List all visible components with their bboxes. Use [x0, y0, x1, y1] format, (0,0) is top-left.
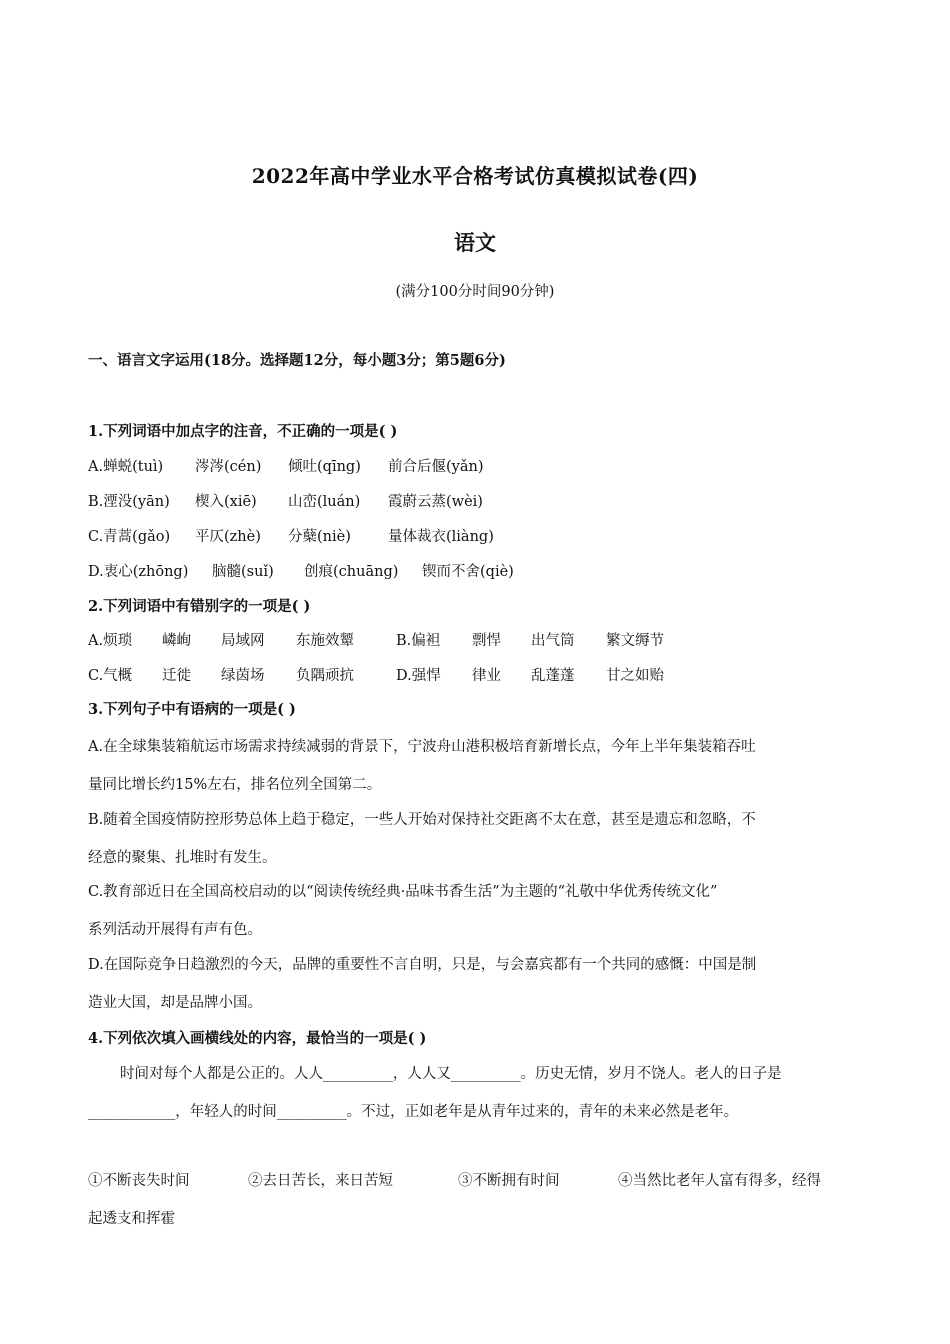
q3-option-b-line-1: B.随着全国疫情防控形势总体上趋于稳定，一些人开始对保持社交距离不太在意，甚至是遗忘和忽略，不 — [88, 812, 756, 828]
q2-row1-word-4: 东施效颦 — [296, 633, 354, 649]
q1-option-a-item-3: 倾吐(qīng) — [288, 459, 361, 475]
question-4-stem: 4.下列依次填入画横线处的内容，最恰当的一项是( ) — [88, 1030, 427, 1047]
q4-passage-line-1: 时间对每个人都是公正的。人人________，人人又________。历史无情，岁月不饶人。老人的日子是 — [120, 1066, 782, 1082]
section-heading: 一、语言文字运用(18分。选择题12分，每小题3分；第5题6分) — [88, 352, 506, 369]
q1-option-d-item-2: 脑髓(suǐ) — [212, 564, 274, 580]
score-info: (满分100分时间90分钟) — [395, 284, 555, 300]
q4-passage-line-2: __________，年轻人的时间________。不过，正如老年是从青年过来的，青年的未来必然是老年。 — [88, 1104, 739, 1120]
q4-choice-4-continued: 起透支和挥霍 — [88, 1211, 175, 1227]
q1-option-b-item-2: 楔入(xiē) — [195, 494, 257, 510]
q1-option-d-item-1: D.衷心(zhōng) — [88, 564, 189, 580]
q1-option-d-item-3: 创痕(chuāng) — [304, 564, 399, 580]
q2-row2-word-4: 负隅顽抗 — [296, 668, 354, 684]
q3-option-d-line-2: 造业大国，却是品牌小国。 — [88, 995, 262, 1011]
q1-option-c-item-2: 平仄(zhè) — [195, 529, 261, 545]
q2-row1-word-3: 局域网 — [221, 633, 265, 649]
q4-choice-3: ③不断拥有时间 — [458, 1173, 560, 1189]
question-2-stem: 2.下列词语中有错别字的一项是( ) — [88, 598, 311, 615]
q1-option-a-item-1: A.蝉蜕(tuì) — [88, 459, 164, 475]
question-1-stem: 1.下列词语中加点字的注音，不正确的一项是( ) — [88, 423, 398, 440]
q2-row1-word-1: A.烦琐 — [88, 633, 133, 649]
q2-row2-word-7: 乱蓬蓬 — [531, 668, 575, 684]
exam-title: 2022年高中学业水平合格考试仿真模拟试卷(四) — [251, 164, 699, 188]
q1-option-d-item-4: 锲而不舍(qiè) — [422, 564, 514, 580]
subject-title: 语文 — [454, 230, 496, 255]
q2-row2-word-8: 甘之如贻 — [606, 668, 664, 684]
q3-option-a-line-2: 量同比增长约15%左右，排名位列全国第二。 — [88, 777, 382, 793]
q3-option-b-line-2: 经意的聚集、扎堆时有发生。 — [88, 850, 277, 866]
q4-choice-1: ①不断丧失时间 — [88, 1173, 190, 1189]
q1-option-b-item-4: 霞蔚云蒸(wèi) — [388, 494, 483, 510]
question-3-stem: 3.下列句子中有语病的一项是( ) — [88, 701, 296, 718]
q2-row2-word-6: 律业 — [472, 668, 501, 684]
q1-option-c-item-3: 分蘖(niè) — [288, 529, 351, 545]
q2-row1-word-8: 繁文缛节 — [606, 633, 664, 649]
q2-row2-word-2: 迁徙 — [162, 668, 191, 684]
q4-choice-4: ④当然比老年人富有得多，经得 — [618, 1173, 821, 1189]
q1-option-c-item-4: 量体裁衣(liàng) — [388, 529, 494, 545]
q1-option-c-item-1: C.青蒿(gǎo) — [88, 529, 171, 545]
q2-row2-word-5: D.强悍 — [396, 668, 441, 684]
q2-row1-word-7: 出气筒 — [531, 633, 575, 649]
q3-option-d-line-1: D.在国际竞争日趋激烈的今天，品牌的重要性不言自明，只是，与会嘉宾都有一个共同的感慨：中国是制 — [88, 957, 757, 973]
q1-option-b-item-1: B.湮没(yān) — [88, 494, 170, 510]
q4-choice-2: ②去日苦长，来日苦短 — [248, 1173, 393, 1189]
q3-option-c-line-1: C.教育部近日在全国高校启动的以“阅读传统经典·品味书香生活”为主题的“礼敬中华优秀传统文化” — [88, 884, 718, 900]
q2-row2-word-3: 绿茵场 — [221, 668, 265, 684]
q1-option-a-item-4: 前合后偃(yǎn) — [388, 459, 484, 475]
q1-option-b-item-3: 山峦(luán) — [288, 494, 361, 510]
q1-option-a-item-2: 涔涔(cén) — [195, 459, 262, 475]
q3-option-c-line-2: 系列活动开展得有声有色。 — [88, 922, 262, 938]
q2-row1-word-5: B.偏袒 — [396, 633, 441, 649]
q2-row2-word-1: C.气概 — [88, 668, 133, 684]
q3-option-a-line-1: A.在全球集装箱航运市场需求持续减弱的背景下，宁波舟山港积极培育新增长点，今年上半年集装箱吞吐 — [88, 739, 756, 755]
q2-row1-word-2: 嶙峋 — [162, 633, 191, 649]
q2-row1-word-6: 剽悍 — [472, 633, 501, 649]
